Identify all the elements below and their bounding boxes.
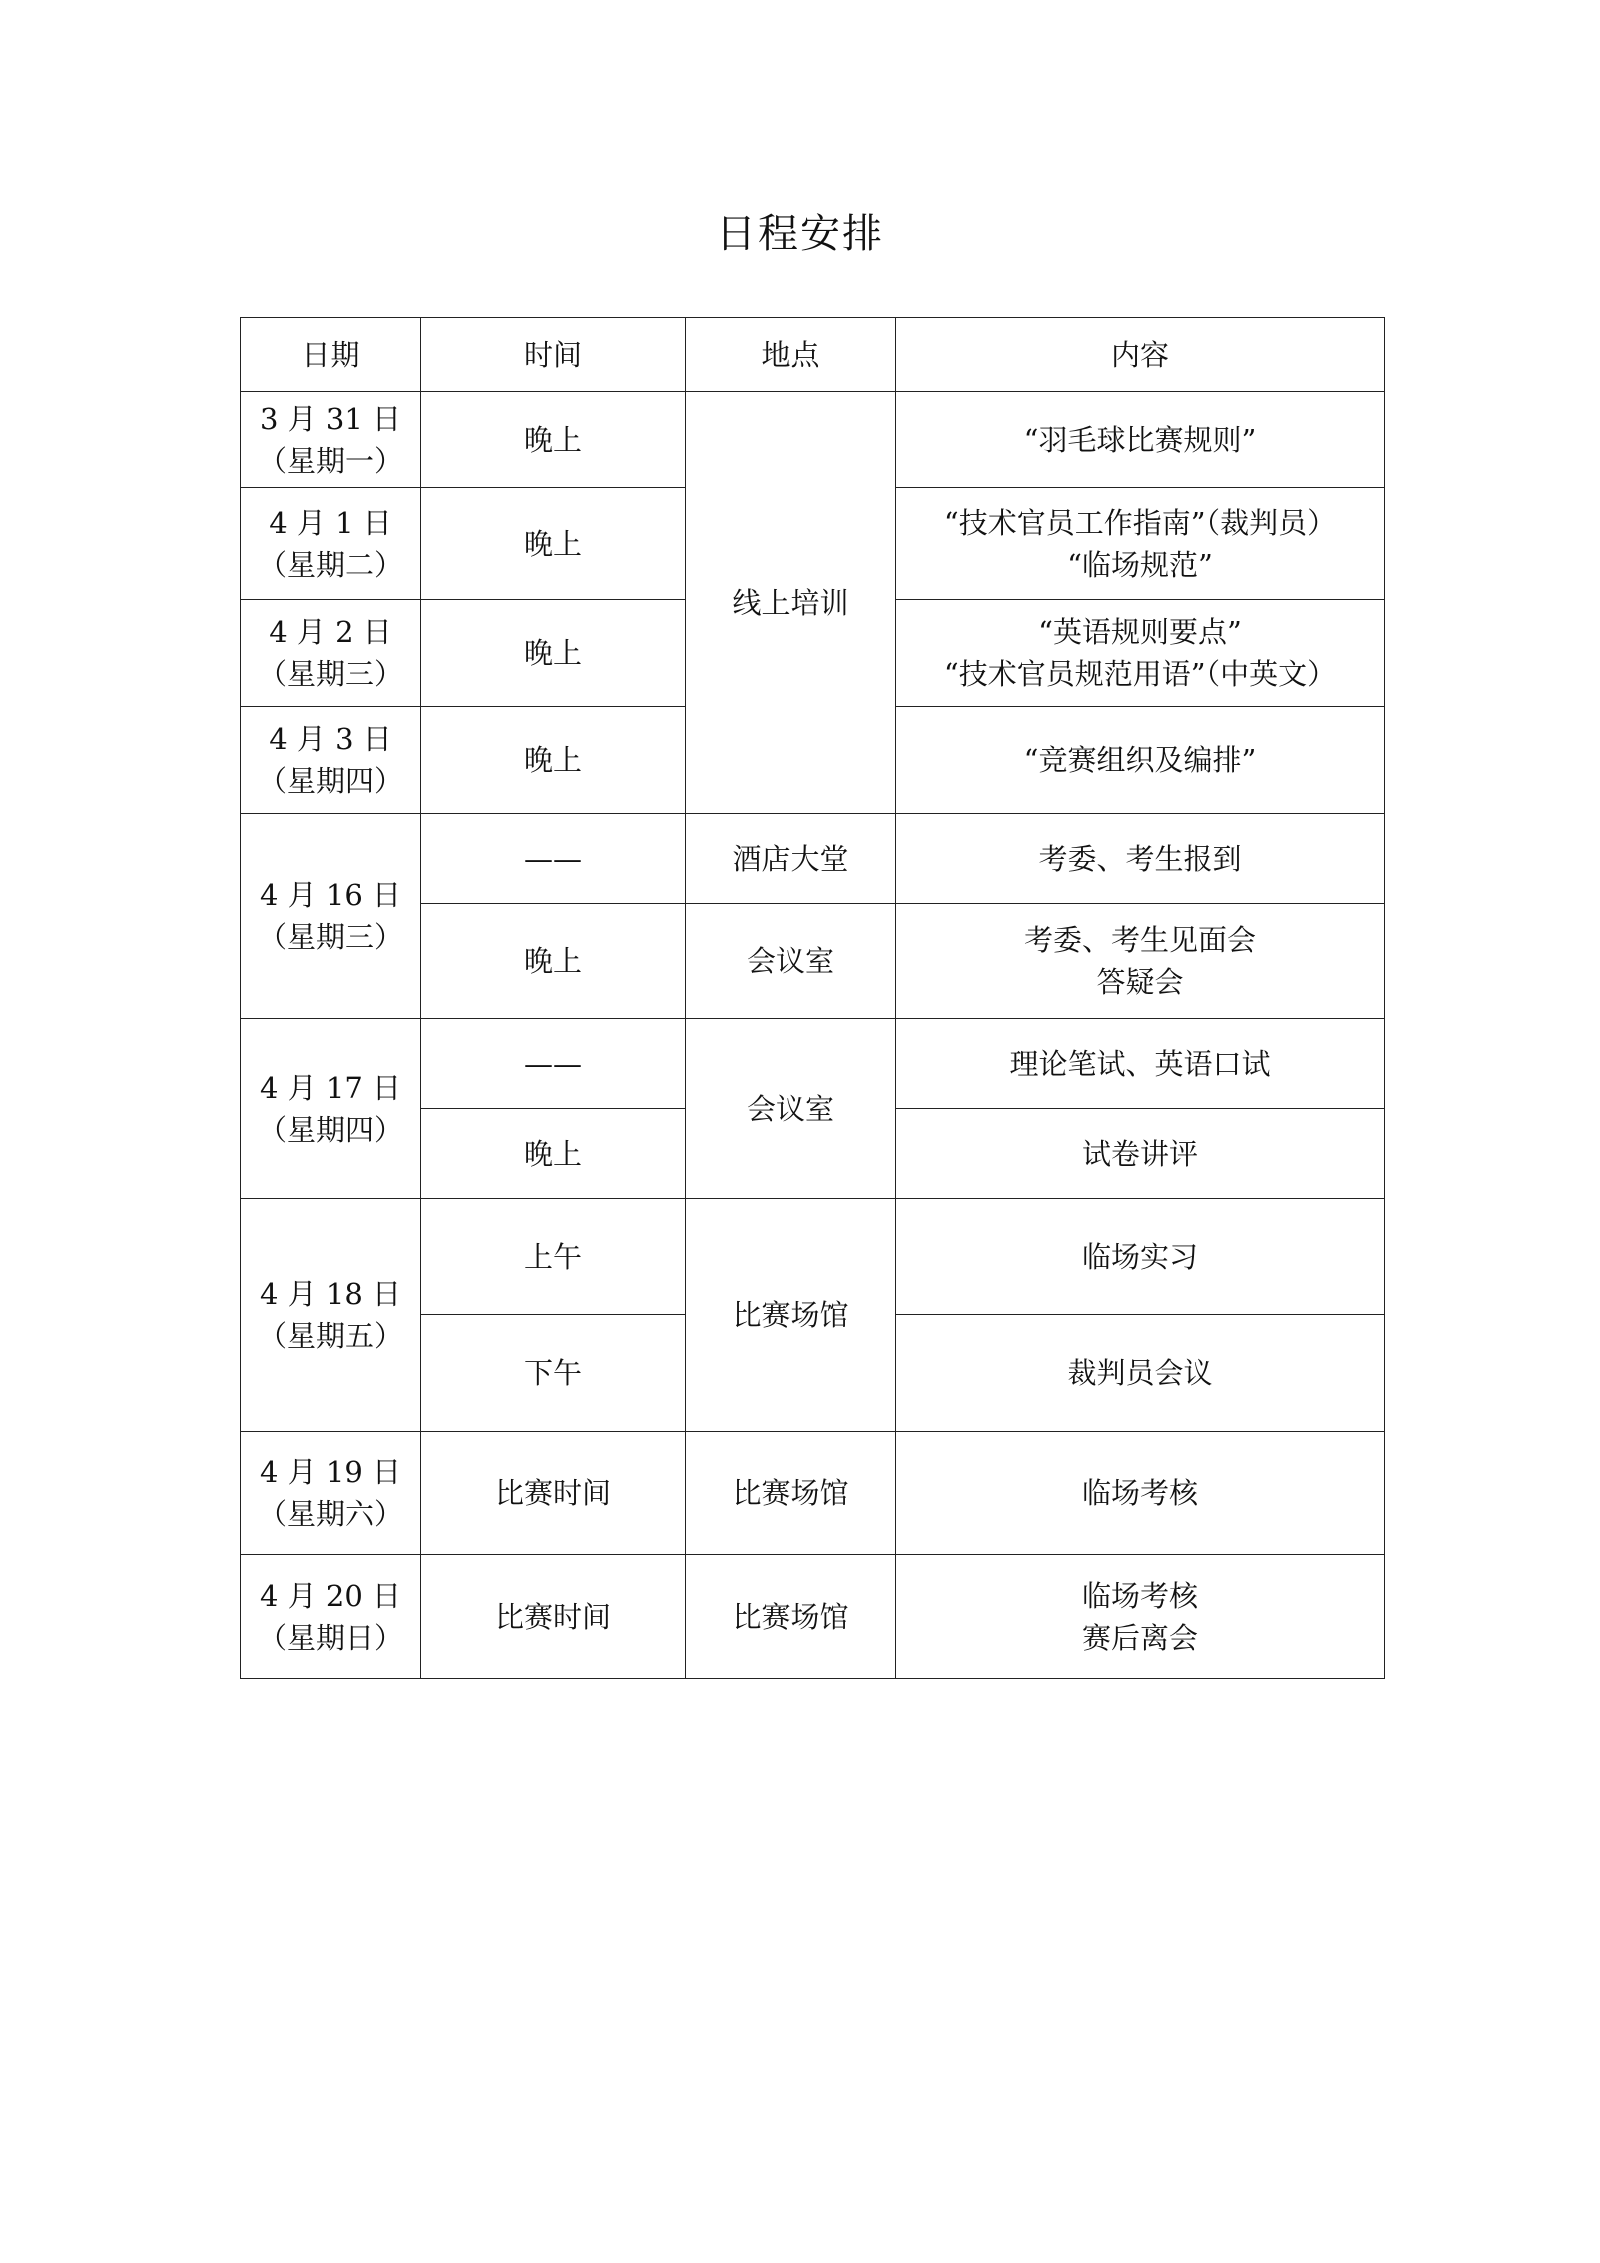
date-weekday: （星期四） [257, 764, 403, 798]
header-date: 日期 [241, 318, 421, 392]
date-weekday: （星期三） [257, 657, 403, 691]
time-cell: 晚上 [421, 1109, 686, 1199]
place-cell: 会议室 [686, 1019, 896, 1199]
table-row [241, 1019, 1385, 1109]
content-cell [896, 1432, 1385, 1555]
content-line: 试卷讲评 [1081, 1136, 1198, 1171]
time-cell: 晚上 [421, 600, 686, 707]
date-day: 4 月 2 日 [269, 615, 392, 649]
place-cell: 酒店大堂 [686, 814, 896, 904]
place-cell-online: 线上培训 [686, 392, 896, 814]
content-line: 临场考核 [1081, 1578, 1198, 1613]
place-cell: 比赛场馆 [686, 1555, 896, 1679]
content-cell [896, 904, 1385, 1019]
content-line: 赛后离会 [1081, 1620, 1198, 1655]
date-day: 4 月 18 日 [259, 1277, 401, 1311]
content-cell [896, 707, 1385, 814]
table-row [241, 1555, 1385, 1679]
date-weekday: （星期日） [257, 1620, 403, 1655]
header-place: 地点 [686, 318, 896, 392]
content-line: 临场实习 [1081, 1239, 1198, 1274]
time-cell: 比赛时间 [421, 1555, 686, 1679]
date-weekday: （星期三） [257, 920, 403, 954]
date-day: 4 月 19 日 [259, 1455, 401, 1489]
date-weekday: （星期一） [257, 443, 403, 478]
time-cell: 晚上 [421, 392, 686, 488]
date-day: 4 月 3 日 [269, 722, 392, 756]
content-line: “羽毛球比赛规则” [1023, 422, 1257, 457]
time-cell: 晚上 [421, 488, 686, 600]
content-line: “临场规范” [1067, 547, 1213, 582]
date-cell [241, 1019, 421, 1199]
content-line: 答疑会 [1096, 965, 1184, 999]
date-cell [241, 1555, 421, 1679]
date-weekday: （星期二） [257, 547, 403, 582]
content-line: “技术官员工作指南”（裁判员） [943, 505, 1337, 540]
content-line: 考委、考生见面会 [1023, 923, 1256, 957]
date-weekday: （星期六） [257, 1497, 403, 1531]
date-day: 4 月 17 日 [259, 1070, 401, 1105]
date-day: 4 月 16 日 [259, 878, 401, 912]
content-cell [896, 1019, 1385, 1109]
content-line: “技术官员规范用语”（中英文） [943, 657, 1337, 691]
time-cell: 比赛时间 [421, 1432, 686, 1555]
date-cell [241, 814, 421, 1019]
content-cell [896, 1315, 1385, 1432]
content-line: 裁判员会议 [1067, 1356, 1213, 1390]
content-cell [896, 600, 1385, 707]
table-row [241, 1199, 1385, 1315]
date-cell [241, 488, 421, 600]
content-cell [896, 1109, 1385, 1199]
time-cell: 上午 [421, 1199, 686, 1315]
date-cell [241, 1432, 421, 1555]
time-cell: —— [421, 814, 686, 904]
table-row [241, 392, 1385, 488]
place-cell: 会议室 [686, 904, 896, 1019]
content-cell [896, 392, 1385, 488]
place-cell: 比赛场馆 [686, 1199, 896, 1432]
content-line: 理论笔试、英语口试 [1009, 1046, 1271, 1081]
date-day: 4 月 1 日 [269, 505, 392, 540]
content-cell [896, 1199, 1385, 1315]
header-time: 时间 [421, 318, 686, 392]
content-line: “竞赛组织及编排” [1023, 743, 1257, 777]
time-cell: 晚上 [421, 904, 686, 1019]
date-weekday: （星期五） [257, 1319, 403, 1353]
table-row [241, 1432, 1385, 1555]
time-cell: 下午 [421, 1315, 686, 1432]
date-cell [241, 707, 421, 814]
content-cell [896, 488, 1385, 600]
content-line: “英语规则要点” [1038, 615, 1242, 649]
date-day: 4 月 20 日 [259, 1578, 401, 1613]
time-cell: —— [421, 1019, 686, 1109]
date-cell [241, 1199, 421, 1432]
content-line: 临场考核 [1081, 1476, 1198, 1510]
time-cell: 晚上 [421, 707, 686, 814]
page-title: 日程安排 [716, 211, 884, 257]
header-content: 内容 [896, 318, 1385, 392]
schedule-table [240, 317, 1385, 1679]
content-cell [896, 814, 1385, 904]
place-cell: 比赛场馆 [686, 1432, 896, 1555]
content-cell [896, 1555, 1385, 1679]
table-row [241, 814, 1385, 904]
content-line: 考委、考生报到 [1038, 841, 1242, 876]
date-day: 3 月 31 日 [259, 401, 401, 436]
date-cell [241, 392, 421, 488]
date-weekday: （星期四） [257, 1112, 403, 1147]
date-cell [241, 600, 421, 707]
header-row [241, 318, 1385, 392]
